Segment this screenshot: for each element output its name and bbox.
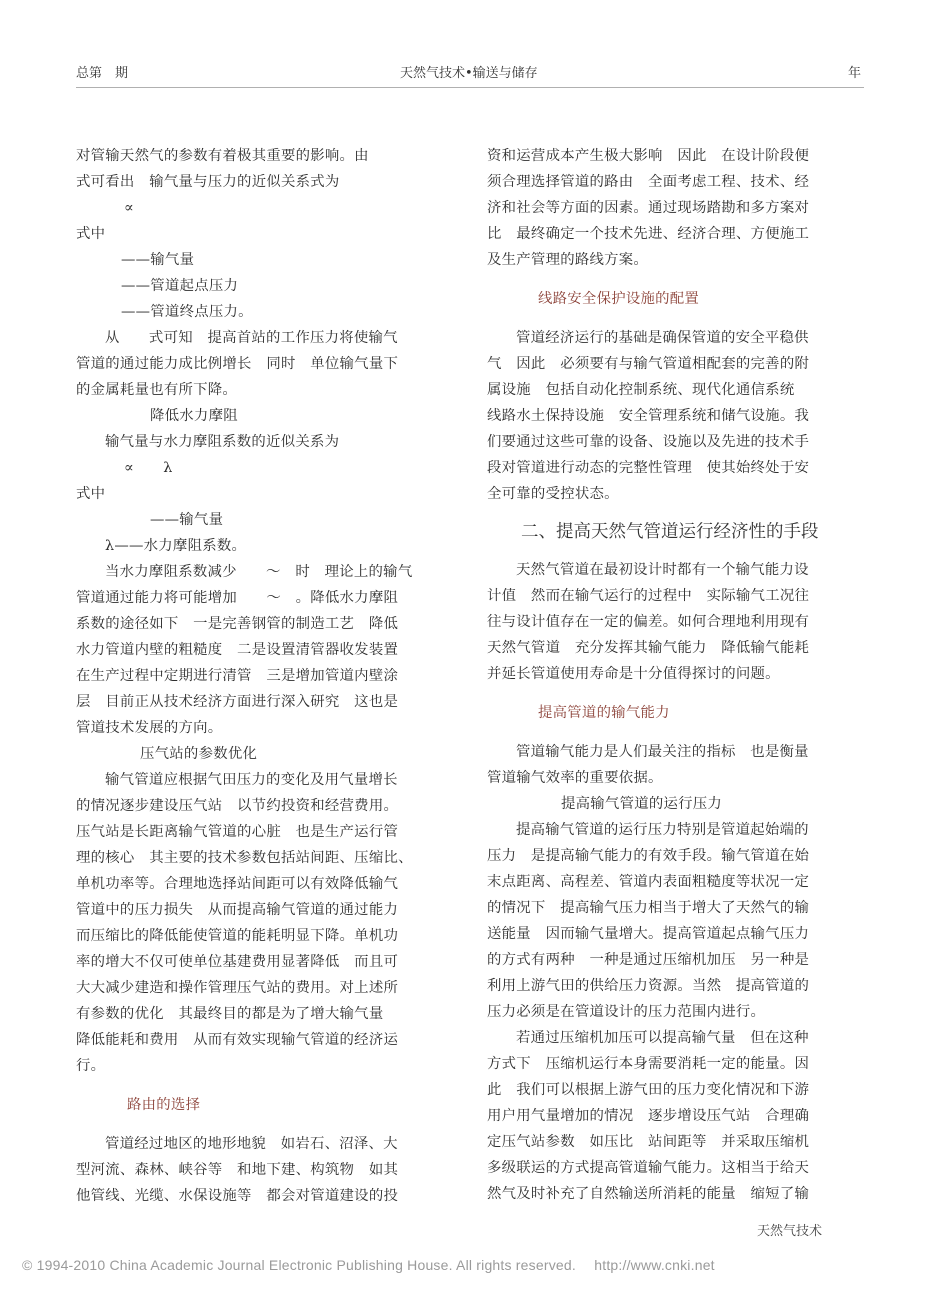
paragraph-line: 行。 <box>76 1058 106 1074</box>
paragraph-line: 末点距离、高程差、管道内表面粗糙度等状况一定 <box>487 874 810 890</box>
paragraph-line: 资和运营成本产生极大影响 因此 在设计阶段便 <box>487 148 810 164</box>
paragraph-line: 多级联运的方式提高管道输气能力。这相当于给天 <box>487 1160 810 1176</box>
formula-line: ∝ λ <box>124 460 173 476</box>
paragraph-line: 输气量与水力摩阻系数的近似关系为 <box>105 434 340 450</box>
paragraph-line: 线路水土保持设施 安全管理系统和储气设施。我 <box>487 408 810 424</box>
header-center-journal: 天然气技术•输送与储存 <box>400 66 538 81</box>
paragraph-line: 式中 <box>76 226 106 242</box>
paragraph-line: 此 我们可以根据上游气田的压力变化情况和下游 <box>487 1082 810 1098</box>
paragraph-line: 从 式可知 提高首站的工作压力将使输气 <box>105 330 398 346</box>
header-right-year: 年 <box>848 66 862 81</box>
footer-journal-name: 天然气技术 <box>757 1224 823 1239</box>
section-heading-safety: 线路安全保护设施的配置 <box>538 291 700 307</box>
subsection-heading: 压气站的参数优化 <box>140 746 258 762</box>
subsection-heading: 提高输气管道的运行压力 <box>561 796 723 812</box>
paragraph-line: 管道输气效率的重要依据。 <box>487 770 663 786</box>
paragraph-line: 他管线、光缆、水保设施等 都会对管道建设的投 <box>76 1188 399 1204</box>
paragraph-line: 济和社会等方面的因素。通过现场踏勘和多方案对 <box>487 200 810 216</box>
header-left: 总第 期 <box>76 66 129 81</box>
right-column <box>487 143 877 1207</box>
paragraph-line: 式可看出 输气量与压力的近似关系式为 <box>76 174 340 190</box>
paragraph-line: 系数的途径如下 一是完善钢管的制造工艺 降低 <box>76 616 399 632</box>
paragraph-line: 方式下 压缩机运行本身需要消耗一定的能量。因 <box>487 1056 810 1072</box>
variable-definition: ——管道终点压力。 <box>121 304 253 320</box>
paragraph-line: 降低能耗和费用 从而有效实现输气管道的经济运 <box>76 1032 399 1048</box>
paragraph-line: 当水力摩阻系数减少 ～ 时 理论上的输气 <box>105 564 413 580</box>
paragraph-line: 而压缩比的降低能使管道的能耗明显下降。单机功 <box>76 928 399 944</box>
paragraph-line: 及生产管理的路线方案。 <box>487 252 649 268</box>
paragraph-line: 有参数的优化 其最终目的都是为了增大输气量 <box>76 1006 384 1022</box>
paragraph-line: 天然气管道在最初设计时都有一个输气能力设 <box>516 562 809 578</box>
paragraph-line: 往与设计值存在一定的偏差。如何合理地利用现有 <box>487 614 810 630</box>
paragraph-line: 管道中的压力损失 从而提高输气管道的通过能力 <box>76 902 399 918</box>
formula-line: ∝ <box>124 200 134 216</box>
paragraph-line: 须合理选择管道的路由 全面考虑工程、技术、经 <box>487 174 810 190</box>
paragraph-line: 属设施 包括自动化控制系统、现代化通信系统 <box>487 382 795 398</box>
paragraph-line: 的金属耗量也有所下降。 <box>76 382 238 398</box>
paragraph-line: 管道通过能力将可能增加 ～ 。降低水力摩阻 <box>76 590 399 606</box>
paragraph-line: 单机功率等。合理地选择站间距可以有效降低输气 <box>76 876 399 892</box>
paragraph-line: 压力必须是在管道设计的压力范围内进行。 <box>487 1004 766 1020</box>
paragraph-line: 管道的通过能力成比例增长 同时 单位输气量下 <box>76 356 399 372</box>
paragraph-line: 计值 然而在输气运行的过程中 实际输气工况往 <box>487 588 810 604</box>
variable-definition: λ——水力摩阻系数。 <box>105 538 247 554</box>
paragraph-line: 段对管道进行动态的完整性管理 使其始终处于安 <box>487 460 810 476</box>
paragraph-line: 定压气站参数 如压比 站间距等 并采取压缩机 <box>487 1134 810 1150</box>
paragraph-line: 管道经过地区的地形地貌 如岩石、沼泽、大 <box>105 1136 398 1152</box>
paragraph-line: 全可靠的受控状态。 <box>487 486 619 502</box>
paragraph-line: 型河流、森林、峡谷等 和地下建、构筑物 如其 <box>76 1162 399 1178</box>
paragraph-line: 式中 <box>76 486 106 502</box>
paragraph-line: 送能量 因而输气量增大。提高管道起点输气压力 <box>487 926 810 942</box>
paragraph-line: 理的核心 其主要的技术参数包括站间距、压缩比、 <box>76 850 413 866</box>
section-heading-route: 路由的选择 <box>127 1097 201 1113</box>
paragraph-line: 然气及时补充了自然输送所消耗的能量 缩短了输 <box>487 1186 810 1202</box>
paragraph-line: 气 因此 必须要有与输气管道相配套的完善的附 <box>487 356 810 372</box>
paragraph-line: 管道输气能力是人们最关注的指标 也是衡量 <box>516 744 809 760</box>
paragraph-line: 管道技术发展的方向。 <box>76 720 223 736</box>
paragraph-line: 若通过压缩机加压可以提高输气量 但在这种 <box>516 1030 809 1046</box>
variable-definition: ——输气量 <box>121 252 195 268</box>
paragraph-line: 并延长管道使用寿命是十分值得探讨的问题。 <box>487 666 780 682</box>
paragraph-line: 水力管道内壁的粗糙度 二是设置清管器收发装置 <box>76 642 399 658</box>
paragraph-line: 对管输天然气的参数有着极其重要的影响。由 <box>76 148 369 164</box>
paragraph-line: 输气管道应根据气田压力的变化及用气量增长 <box>105 772 398 788</box>
paragraph-line: 的情况下 提高输气压力相当于增大了天然气的输 <box>487 900 810 916</box>
paragraph-line: 率的增大不仅可使单位基建费用显著降低 而且可 <box>76 954 399 970</box>
header-rule <box>76 87 864 88</box>
paragraph-line: 管道经济运行的基础是确保管道的安全平稳供 <box>516 330 809 346</box>
paragraph-line: 在生产过程中定期进行清管 三是增加管道内壁涂 <box>76 668 399 684</box>
paragraph-line: 大大减少建造和操作管理压气站的费用。对上述所 <box>76 980 399 996</box>
copyright-notice: © 1994-2010 China Academic Journal Electronic Publishing House. All rights reserved. http://www.cnki.net <box>22 1257 715 1273</box>
paragraph-line: 层 目前正从技术经济方面进行深入研究 这也是 <box>76 694 399 710</box>
variable-definition: ——管道起点压力 <box>121 278 239 294</box>
paragraph-line: 的方式有两种 一种是通过压缩机加压 另一种是 <box>487 952 810 968</box>
paragraph-line: 用户用气量增加的情况 逐步增设压气站 合理确 <box>487 1108 810 1124</box>
paragraph-line: 们要通过这些可靠的设备、设施以及先进的技术手 <box>487 434 810 450</box>
section-heading-capacity: 提高管道的输气能力 <box>538 705 670 721</box>
paragraph-line: 比 最终确定一个技术先进、经济合理、方便施工 <box>487 226 810 242</box>
paragraph-line: 压气站是长距离输气管道的心脏 也是生产运行管 <box>76 824 399 840</box>
paragraph-line: 利用上游气田的供给压力资源。当然 提高管道的 <box>487 978 810 994</box>
paragraph-line: 压力 是提高输气能力的有效手段。输气管道在始 <box>487 848 810 864</box>
left-column <box>76 143 466 1209</box>
paragraph-line: 提高输气管道的运行压力特别是管道起始端的 <box>516 822 809 838</box>
subsection-heading: 降低水力摩阻 <box>150 408 238 424</box>
paragraph-line: 的情况逐步建设压气站 以节约投资和经营费用。 <box>76 798 399 814</box>
section-title-main: 二、提高天然气管道运行经济性的手段 <box>521 522 819 542</box>
variable-definition: ——输气量 <box>150 512 224 528</box>
paragraph-line: 天然气管道 充分发挥其输气能力 降低输气能耗 <box>487 640 810 656</box>
